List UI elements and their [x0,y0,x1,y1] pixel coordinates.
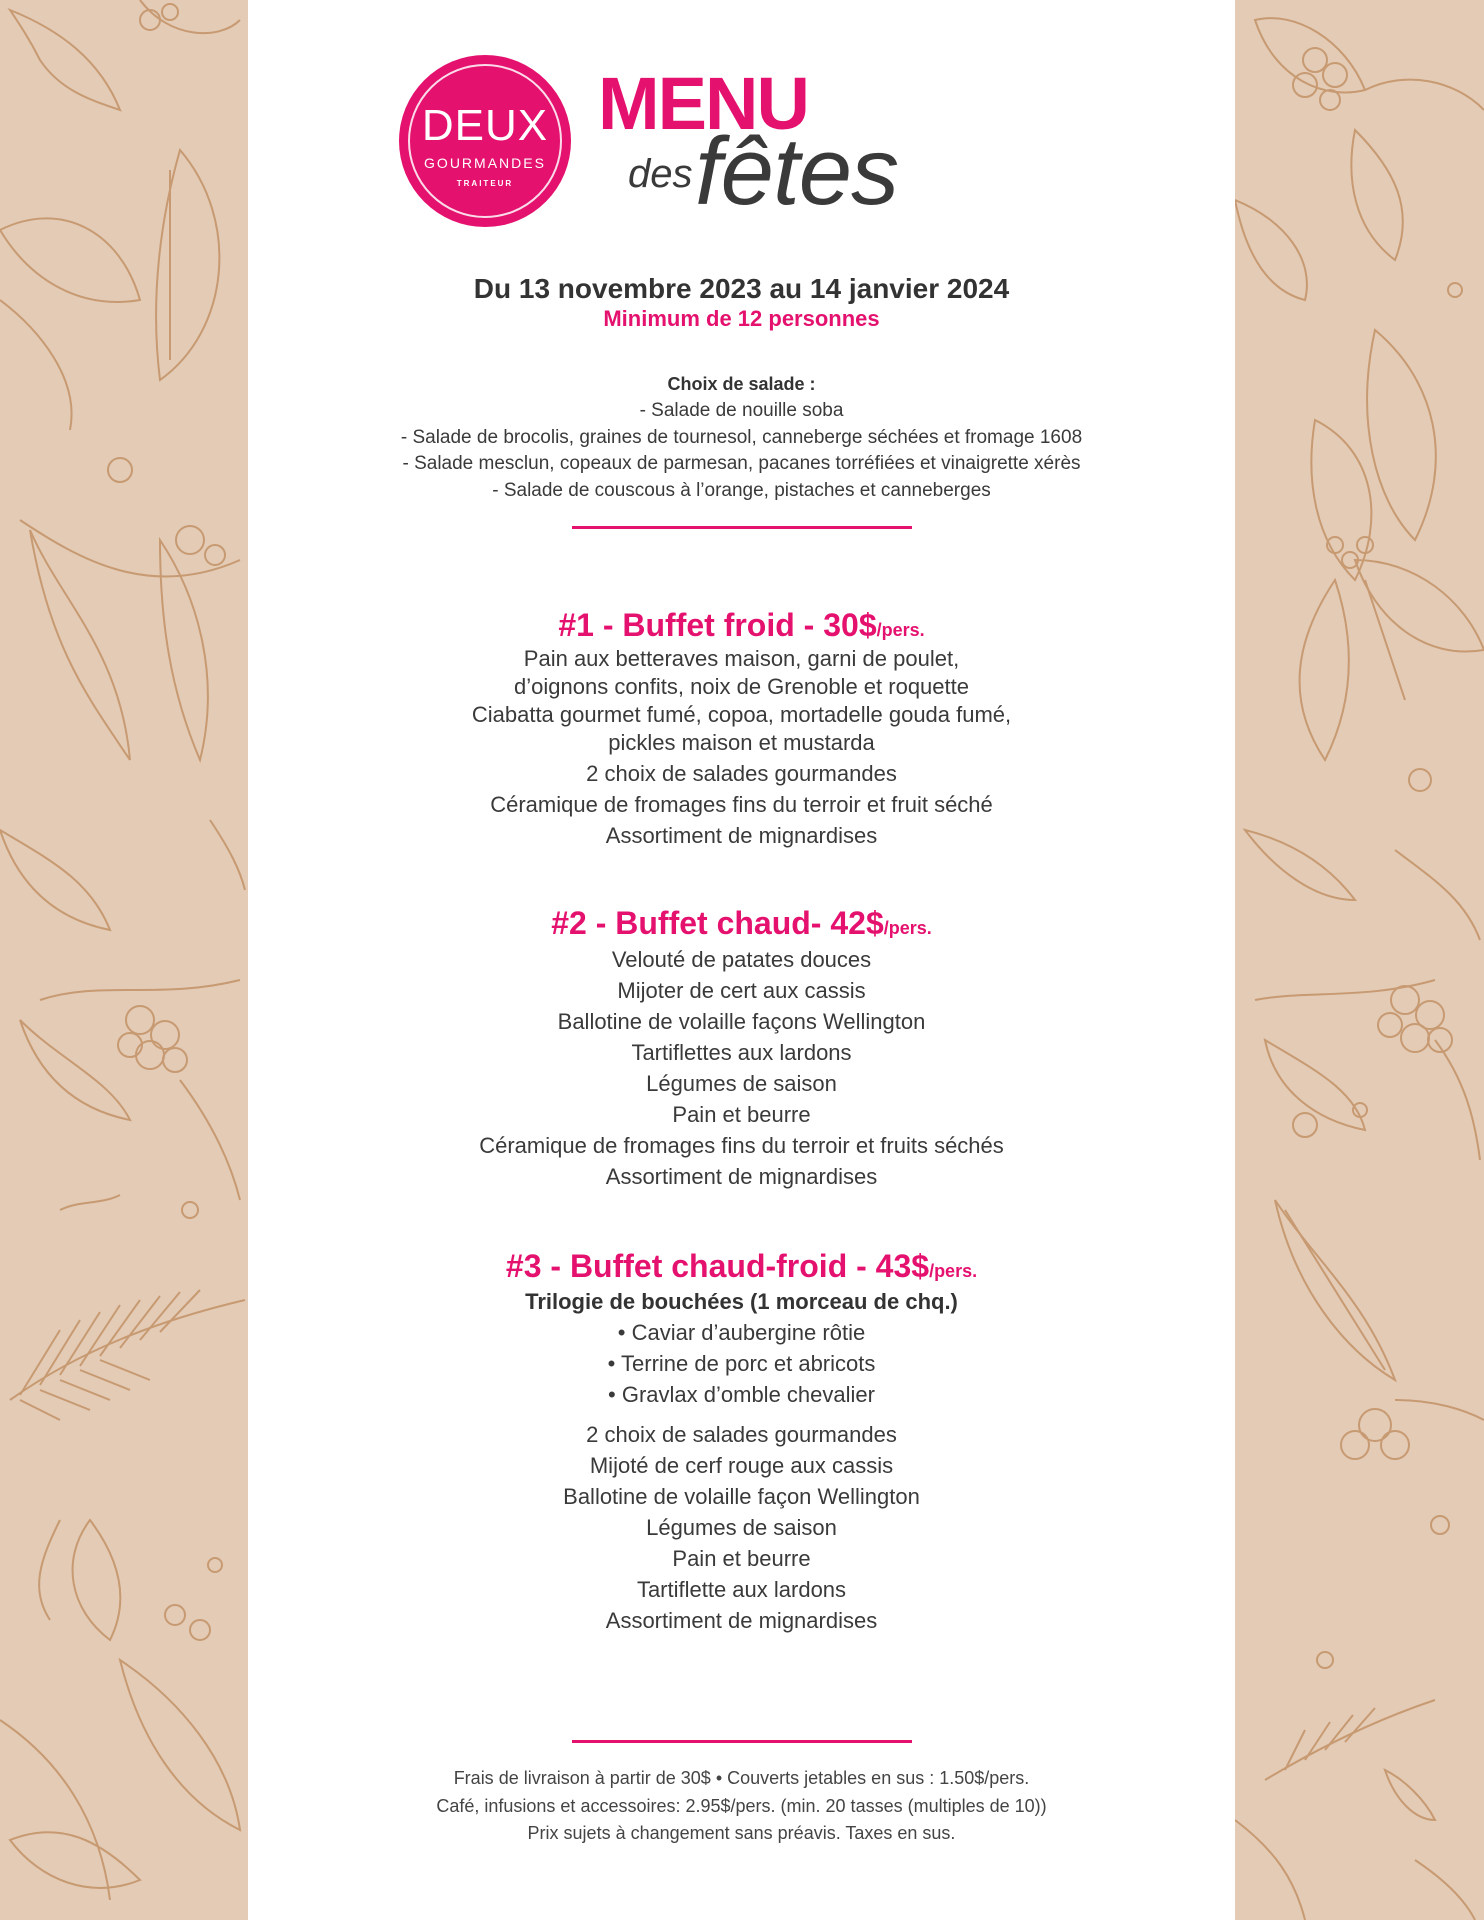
buffet-2-title [248,904,1235,947]
menu-item: Pain et beurre [672,1102,811,1127]
poinsettia-icon [1367,330,1436,540]
logo [399,55,571,227]
title-fetes: fêtes [695,118,899,225]
holly-leaf-icon [10,10,120,110]
price-unit: /pers. [876,620,925,640]
footer-notes [248,1765,1235,1848]
menu-item: 2 choix de salades gourmandes [586,1422,897,1447]
menu-item: Ballotine de volaille façons Wellington [557,1009,926,1034]
menu-item: Céramique de fromages fins du terroir et fruits séchés [479,1133,1004,1158]
menu-item: Assortiment de mignardises [605,823,878,848]
buffet-2-items [248,944,1235,1192]
minimum-guests: Minimum de 12 personnes [603,306,880,331]
menu-item: Mijoté de cerf rouge aux cassis [589,1453,894,1478]
price-unit: /pers. [883,918,932,938]
menu-item: Céramique de fromages fins du terroir et fruit séché [490,792,993,817]
bouchees-list [248,1317,1235,1410]
divider [572,1740,912,1743]
menu-item: Tartiflettes aux lardons [631,1040,852,1065]
holly-leaf-icon [1255,18,1365,92]
price-unit: /pers. [929,1261,978,1281]
menu-item: pickles maison et mustarda [608,730,875,755]
buffet-1-items [248,646,1235,851]
menu-item: Ballotine de volaille façon Wellington [563,1484,920,1509]
title-des: des [628,152,693,196]
title-menu: MENU [598,62,808,145]
footer-line: Café, infusions et accessoires: 2.95$/pers. (min. 20 tasses (multiples de 10)) [436,1795,1047,1816]
buffet-3-name: #3 - Buffet chaud-froid - 43$ [505,1248,930,1284]
logo-line-2: GOURMANDES [424,155,546,171]
date-range: Du 13 novembre 2023 au 14 janvier 2024 [473,273,1010,304]
logo-line-1: DEUX [421,101,549,150]
pine-branch-icon [10,1300,245,1400]
bouchee-item: • Gravlax d’omble chevalier [608,1382,875,1407]
pine-branch-icon [1265,1700,1435,1780]
menu-item: Pain et beurre [672,1546,811,1571]
poinsettia-leaf-icon [156,150,219,380]
menu-item: Assortiment de mignardises [605,1608,878,1633]
salad-item: - Salade de couscous à l’orange, pistaches et canneberges [492,479,991,501]
menu-item: Assortiment de mignardises [605,1164,878,1189]
logo-line-3: TRAITEUR [456,179,514,188]
menu-item: Velouté de patates douces [611,947,872,972]
footer-line: Frais de livraison à partir de 30$ • Couverts jetables en sus : 1.50$/pers. [453,1768,1030,1788]
bouchee-item: • Terrine de porc et abricots [607,1351,876,1376]
menu-item: d’oignons confits, noix de Grenoble et roquette [514,674,969,699]
divider [572,526,912,529]
salad-item: - Salade de nouille soba [639,400,844,421]
salad-choice-title: Choix de salade : [667,374,816,394]
salad-item: - Salade de brocolis, graines de tournesol, canneberge séchées et fromage 1608 [400,426,1083,448]
salad-list [248,398,1235,504]
buffet-1-title [248,606,1235,649]
salad-item: - Salade mesclun, copeaux de parmesan, pacanes torréfiées et vinaigrette xérès [402,453,1081,474]
menu-item: Légumes de saison [646,1515,837,1540]
buffet-2-name: #2 - Buffet chaud- 42$ [551,905,884,941]
right-botanical-border [1235,0,1484,1920]
left-botanical-border [0,0,248,1920]
bouchees-subtitle: Trilogie de bouchées (1 morceau de chq.) [525,1289,958,1314]
buffet-3-title [248,1247,1235,1290]
bouchee-item: • Caviar d’aubergine rôtie [617,1320,866,1345]
menu-item: Mijoter de cert aux cassis [617,978,866,1003]
footer-line: Prix sujets à changement sans préavis. Taxes en sus. [527,1823,956,1843]
buffet-1-name: #1 - Buffet froid - 30$ [558,607,877,643]
buffet-3-items [248,1419,1235,1636]
menu-item: Tartiflette aux lardons [636,1577,847,1602]
menu-item: Légumes de saison [646,1071,837,1096]
menu-item: Pain aux betteraves maison, garni de poulet, [523,646,960,671]
menu-item: Ciabatta gourmet fumé, copoa, mortadelle gouda fumé, [471,702,1012,727]
menu-item: 2 choix de salades gourmandes [586,761,897,786]
